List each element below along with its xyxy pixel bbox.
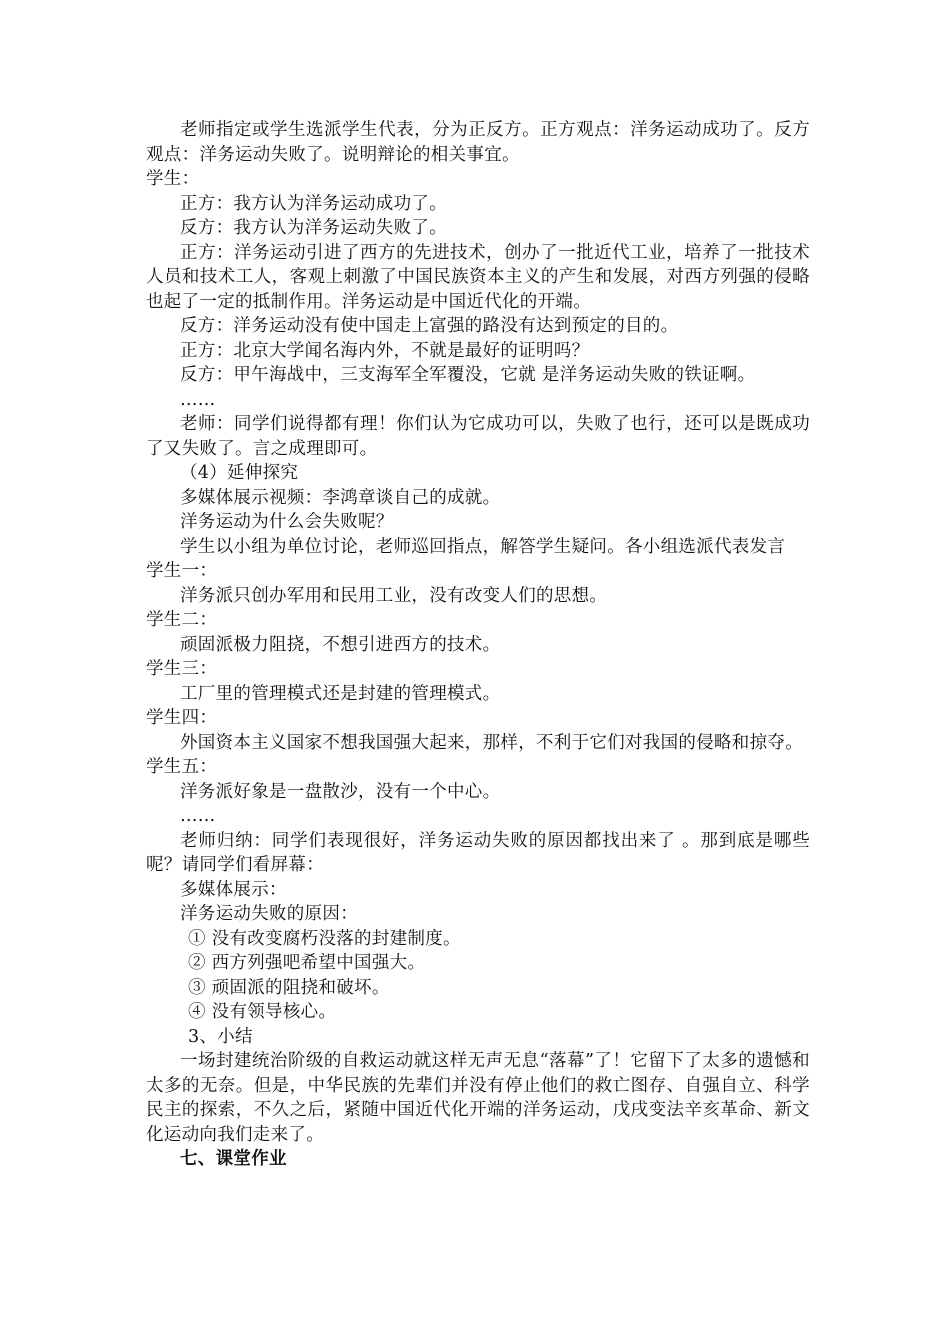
document-body bbox=[146, 118, 810, 1172]
paragraph: 洋务派只创办军用和民用工业，没有改变人们的思想。 bbox=[180, 585, 608, 606]
paragraph: …… bbox=[180, 389, 216, 410]
paragraph: 学生以小组为单位讨论，老师巡回指点，解答学生疑问。各小组选派代表发言 bbox=[180, 536, 786, 557]
paragraph: 外国资本主义国家不想我国强大起来，那样，不利于它们对我国的侵略和掠夺。 bbox=[180, 732, 803, 753]
paragraph: 学生二： bbox=[146, 610, 218, 630]
paragraph: 学生四： bbox=[146, 708, 218, 728]
paragraph: 学生： bbox=[146, 169, 200, 189]
paragraph: ② 西方列强吧希望中国强大。 bbox=[188, 953, 426, 973]
paragraph: 正方：洋务运动引进了西方的先进技术，创办了一批近代工业，培养了一批技术人员和技术工人，客观上刺激了中国民族资本主义的产生和发展，对西方列强的侵略也起了一定的抵制作用。洋务运动是中国近代化的开端。 bbox=[146, 242, 810, 312]
paragraph: 正方：我方认为洋务运动成功了。 bbox=[180, 193, 447, 214]
paragraph: 学生五： bbox=[146, 757, 218, 777]
paragraph: ③ 顽固派的阻挠和破坏。 bbox=[188, 977, 390, 998]
paragraph: 洋务派好象是一盘散沙，没有一个中心。 bbox=[180, 781, 501, 802]
paragraph: （4）延伸探究 bbox=[180, 463, 299, 483]
paragraph: 3、小结 bbox=[188, 1026, 253, 1047]
paragraph: ① 没有改变腐朽没落的封建制度。 bbox=[188, 928, 461, 949]
paragraph: 洋务运动失败的原因： bbox=[180, 904, 358, 924]
paragraph: 学生一： bbox=[146, 561, 218, 581]
paragraph: 老师：同学们说得都有理！你们认为它成功可以，失败了也行，还可以是既成功了又失败了。言之成理即可。 bbox=[146, 414, 810, 459]
paragraph: …… bbox=[180, 806, 216, 826]
paragraph: 工厂里的管理模式还是封建的管理模式。 bbox=[180, 683, 501, 704]
paragraph: 老师归纳：同学们表现很好，洋务运动失败的原因都找出来了 。那到底是哪些呢？请同学们看屏幕： bbox=[146, 830, 810, 875]
paragraph: ④ 没有领导核心。 bbox=[188, 1002, 337, 1022]
paragraph: 一场封建统治阶级的自救运动就这样无声无息“落幕”了！它留下了太多的遗憾和太多的无奈。但是，中华民族的先辈们并没有停止他们的救亡图存、自强自立、科学民主的探索，不久之后，紧随中国近代化开端的洋务运动，戊戌变法辛亥革命、新文化运动向我们走来了。 bbox=[146, 1051, 810, 1145]
paragraph: 正方：北京大学闻名海内外，不就是最好的证明吗？ bbox=[180, 340, 590, 361]
paragraph: 老师指定或学生选派学生代表，分为正反方。正方观点：洋务运动成功了。反方观点：洋务运动失败了。说明辩论的相关事宜。 bbox=[146, 120, 810, 165]
paragraph: 顽固派极力阻挠，不想引进西方的技术。 bbox=[180, 634, 501, 655]
paragraph: 学生三： bbox=[146, 659, 218, 679]
paragraph: 反方：洋务运动没有使中国走上富强的路没有达到预定的目的。 bbox=[180, 316, 679, 336]
paragraph: 反方：我方认为洋务运动失败了。 bbox=[180, 218, 447, 238]
paragraph: 七、课堂作业 bbox=[180, 1149, 287, 1169]
paragraph: 多媒体展示视频：李鸿章谈自己的成就。 bbox=[180, 487, 501, 508]
paragraph: 洋务运动为什么会失败呢？ bbox=[180, 512, 394, 532]
paragraph: 反方：甲午海战中，三支海军全军覆没，它就 是洋务运动失败的铁证啊。 bbox=[180, 365, 756, 385]
paragraph: 多媒体展示： bbox=[180, 879, 287, 900]
